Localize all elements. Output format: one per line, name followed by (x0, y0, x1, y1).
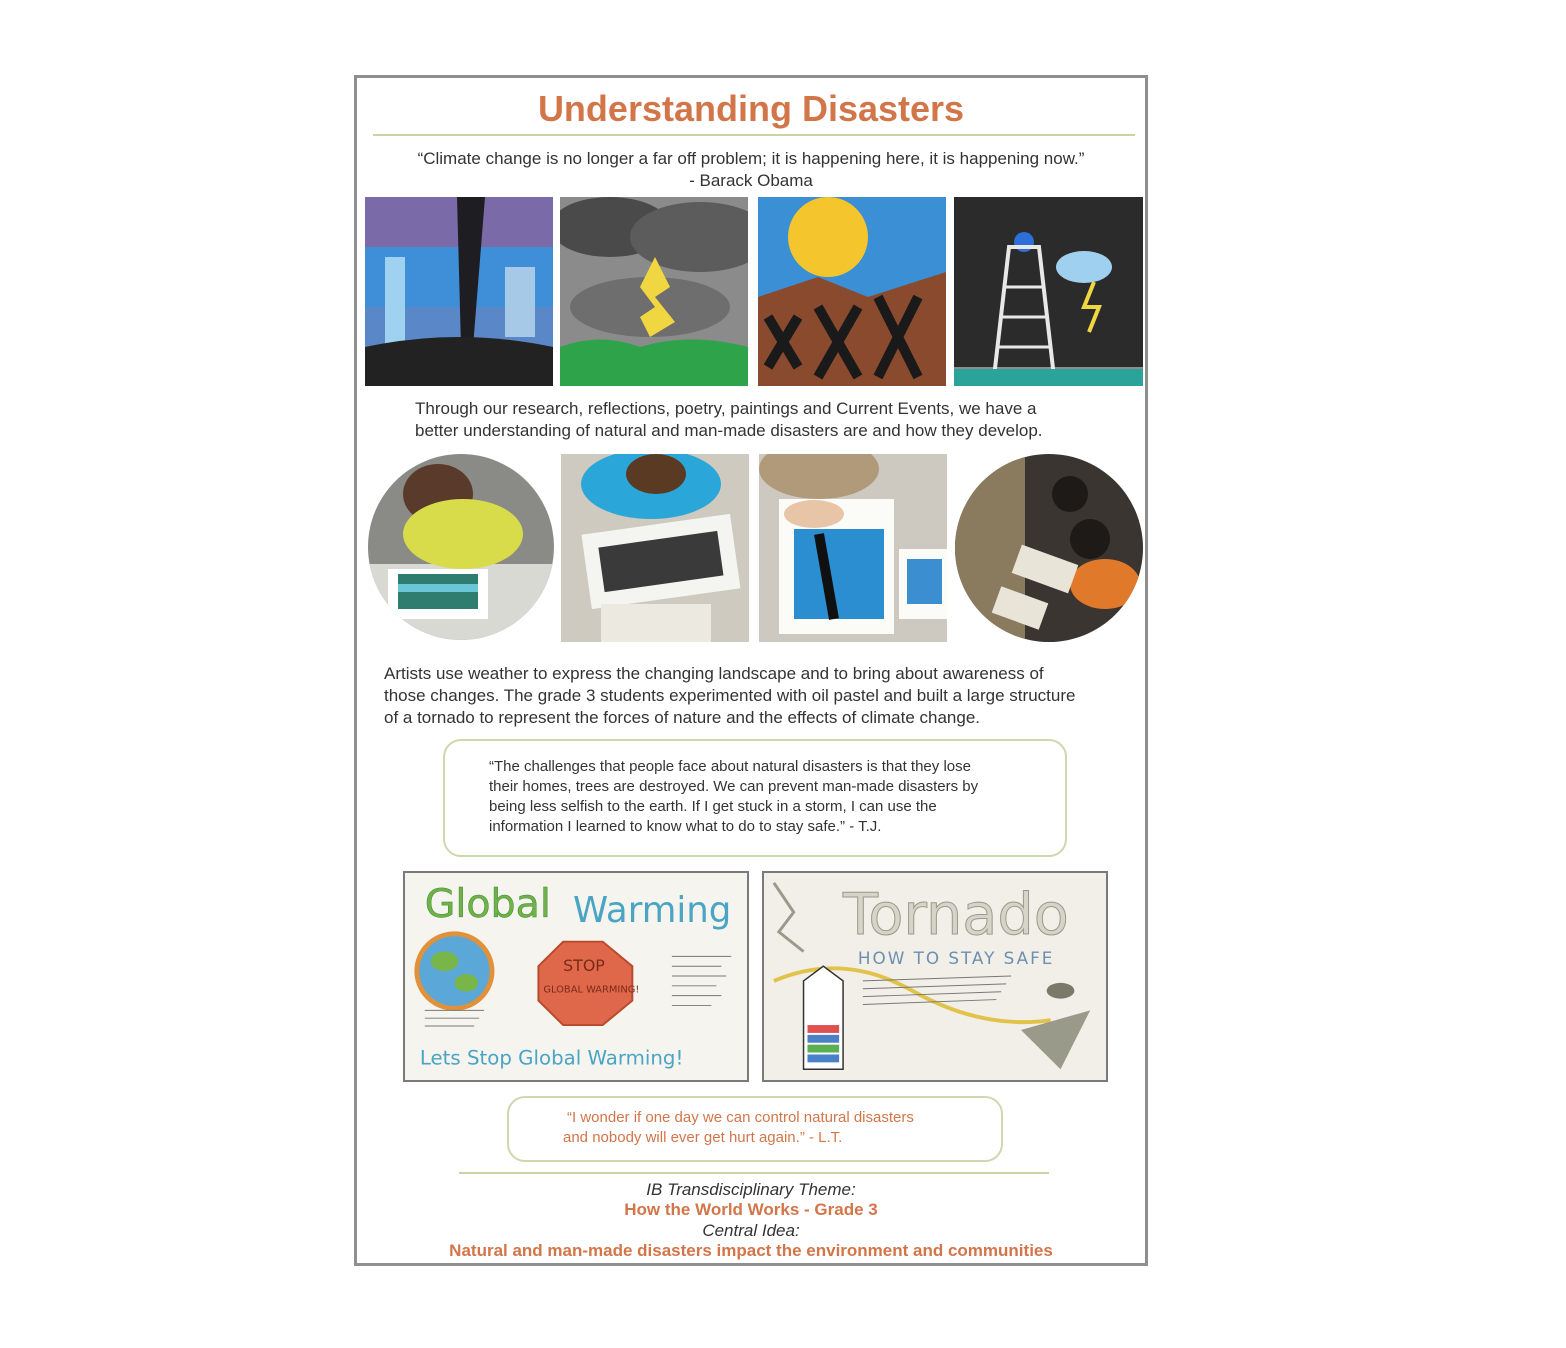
emergency-kit-drawing (804, 966, 844, 1069)
stop-sign-text: STOP (563, 956, 605, 976)
artists-line-3: of a tornado to represent the forces of nature and the effects of climate change. (384, 708, 981, 727)
research-paragraph (415, 398, 1115, 442)
tj-quote-line-1: “The challenges that people face about natural disasters is that they lose (489, 758, 971, 775)
obama-quote-text: “Climate change is no longer a far off problem; it is happening here, it is happening now.” (417, 149, 1085, 168)
footer-divider (459, 1172, 1049, 1174)
lightning-storm-painting (560, 197, 748, 386)
tower-lightning-painting (954, 197, 1143, 386)
artists-line-1: Artists use weather to express the changing landscape and to bring about awareness of (384, 664, 1044, 683)
boy-drawing-photo (561, 454, 749, 642)
theme-value: How the World Works - Grade 3 (624, 1200, 878, 1219)
tornado-painting (365, 197, 553, 386)
global-warming-poster (403, 871, 749, 1082)
class-working-photo (955, 454, 1143, 642)
earth-drawing (417, 934, 492, 1009)
student-painting-photo (759, 454, 947, 642)
obama-quote-author: - Barack Obama (689, 171, 813, 190)
poster-title: Understanding Disasters (537, 88, 965, 129)
research-line-2: better understanding of natural and man-made disasters are and how they develop. (415, 421, 1043, 440)
central-idea-value: Natural and man-made disasters impact the environment and communities (449, 1241, 1053, 1260)
global-warming-heading-a: Global (424, 881, 551, 928)
lt-quote-line-1: “I wonder if one day we can control natural disasters (567, 1109, 914, 1126)
theme-label: IB Transdisciplinary Theme: (646, 1180, 856, 1199)
central-idea-label: Central Idea: (702, 1221, 800, 1240)
stop-sign-subtext: GLOBAL WARMING! (543, 984, 640, 996)
global-warming-heading-b: Warming (573, 890, 732, 932)
sun-drought-painting (758, 197, 946, 386)
title-divider (373, 134, 1135, 136)
artists-paragraph (384, 663, 1129, 729)
tornado-safety-poster (762, 871, 1108, 1082)
artists-line-2: those changes. The grade 3 students experimented with oil pastel and built a large structure (384, 686, 1076, 705)
tj-quote-line-3: being less selfish to the earth. If I get stuck in a storm, I can use the (489, 798, 937, 815)
poster (354, 75, 1148, 1266)
tj-quote-line-2: their homes, trees are destroyed. We can prevent man-made disasters by (489, 778, 979, 795)
tornado-subheading: HOW TO STAY SAFE (857, 948, 1055, 969)
tj-quote (489, 757, 1019, 837)
obama-quote (357, 148, 1145, 192)
girl-drawing-photo (368, 454, 554, 640)
global-warming-bottom: Lets Stop Global Warming! (419, 1046, 684, 1070)
stop-sign-drawing (538, 942, 632, 1025)
lt-quote-line-2: and nobody will ever get hurt again.” - L.T. (563, 1129, 843, 1146)
lt-quote (563, 1108, 987, 1148)
research-line-1: Through our research, reflections, poetry, paintings and Current Events, we have a (415, 399, 1037, 418)
tj-quote-line-4: information I learned to know what to do to stay safe.” - T.J. (489, 818, 882, 835)
tornado-heading: Tornado (843, 882, 1069, 948)
